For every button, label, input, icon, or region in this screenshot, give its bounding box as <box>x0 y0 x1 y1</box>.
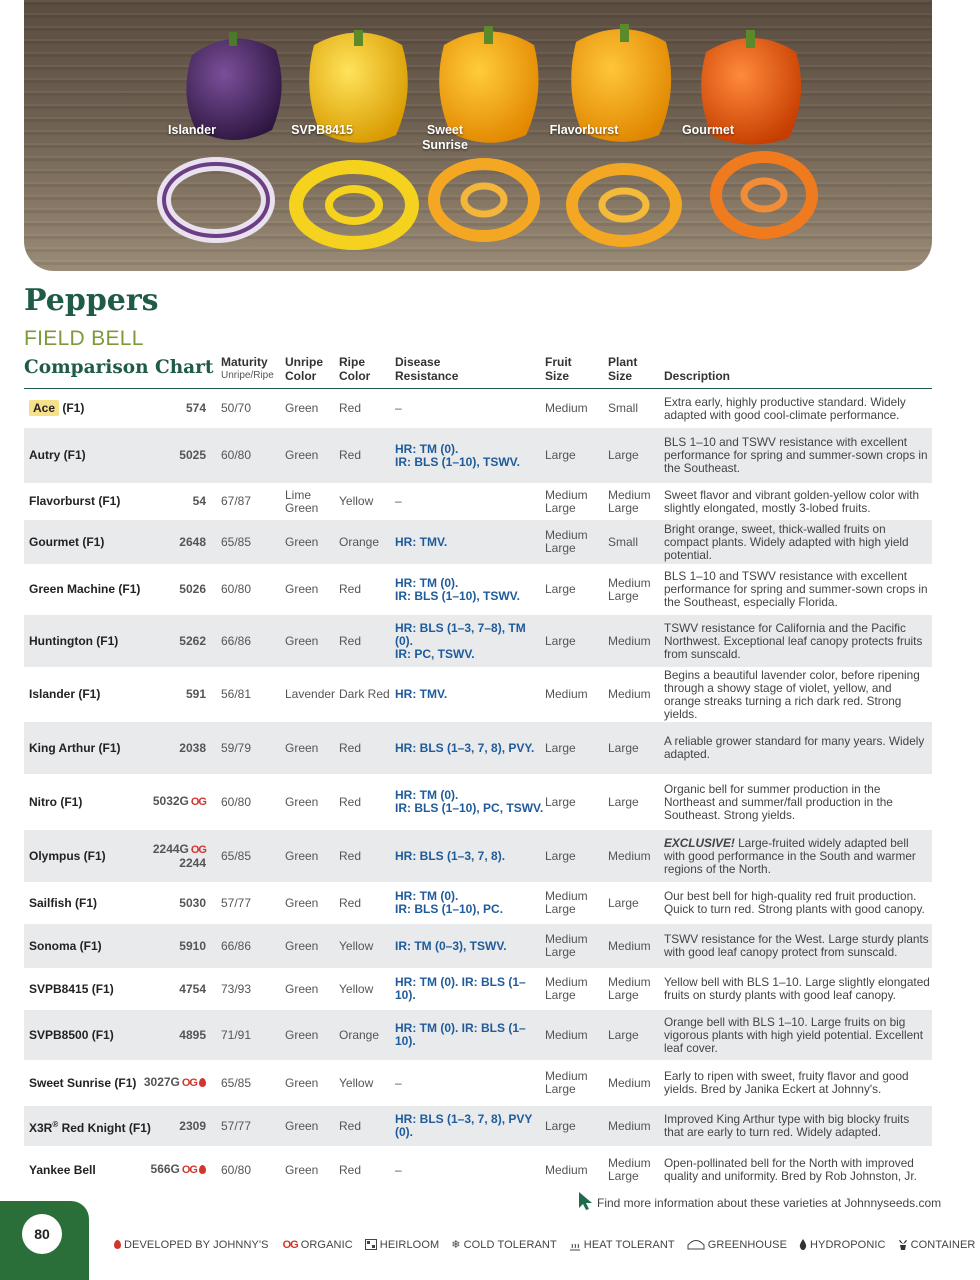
description-cell <box>664 520 930 564</box>
unripe-color-cell: Green <box>285 938 319 953</box>
item-number-cell <box>134 830 206 882</box>
legend-label: HEIRLOOM <box>379 1238 440 1251</box>
page-title: Peppers <box>24 283 159 318</box>
disease-resistance-cell: – <box>395 494 402 508</box>
hero-label-svpb8415: SVPB8415 <box>291 123 353 137</box>
description-cell <box>664 722 930 774</box>
col-header-description: Description <box>664 369 731 383</box>
variety-name-suffix: (F1) <box>59 401 85 415</box>
item-number-cell <box>134 615 206 667</box>
description-text: Early to ripen with sweet, fruity flavor and good yields. Bred by Janika Eckert at Johnny's. <box>664 1069 909 1096</box>
maturity-cell: 67/87 <box>221 494 252 508</box>
item-number-cell <box>134 924 206 968</box>
description-text: Yellow bell with BLS 1–10. Large slightly elongated fruits on sturdy plants with good leaf canopy. <box>664 975 930 1002</box>
description-text: TSWV resistance for the West. Large sturdy plants with good leaf canopy protect from sunscald. <box>664 932 929 959</box>
table-row <box>24 830 932 882</box>
fruit-size-cell: Large <box>545 794 576 809</box>
plant-size-cell: Medium <box>608 687 651 701</box>
description-text: TSWV resistance for California and the Pacific Northwest. Exceptional leaf canopy protects fruits from sunscald. <box>664 620 923 661</box>
description-text: Orange bell with BLS 1–10. Large fruits on big vigorous plants with high yield potential. Excellent leaf cover. <box>664 1014 924 1055</box>
item-number-secondary: 2244 <box>179 855 206 870</box>
organic-og-icon: OG <box>282 1238 298 1251</box>
description-cell <box>664 882 930 924</box>
ripe-color-cell: Red <box>339 794 362 809</box>
maturity-cell: 56/81 <box>221 687 252 701</box>
disease-resistance-cell: HR: TM (0). IR: BLS (1–10), TSWV. <box>395 575 520 603</box>
fruit-size-cell: Large <box>545 848 576 863</box>
fruit-size-cell: Medium Large <box>545 1069 588 1096</box>
exclusive-tag: EXCLUSIVE! <box>664 835 735 850</box>
fruit-size-cell: Medium <box>545 401 588 415</box>
organic-og-icon: OG <box>190 843 206 856</box>
ripe-color-cell: Yellow <box>339 494 374 508</box>
table-row <box>24 882 932 924</box>
ripe-color-cell: Dark Red <box>339 687 390 701</box>
maturity-cell: 65/85 <box>221 534 252 549</box>
chart-title: Comparison Chart <box>24 357 214 378</box>
variety-name: SVPB8415 (F1) <box>29 981 114 996</box>
legend-label: HYDROPONIC <box>810 1238 886 1251</box>
ripe-color-cell: Red <box>339 848 362 863</box>
unripe-color-cell: Green <box>285 794 319 809</box>
slice-flavorburst <box>572 169 676 241</box>
fruit-size-cell: Large <box>545 448 576 462</box>
ripe-color-cell: Red <box>339 1162 362 1177</box>
item-number: 574 <box>185 401 206 415</box>
hero-label-flavorburst: Flavorburst <box>549 123 619 137</box>
organic-og-icon: OG <box>181 1077 197 1089</box>
item-number: 5026 <box>179 582 206 596</box>
fruit-size-cell: Medium <box>545 1027 588 1042</box>
unripe-color-cell: Green <box>285 1075 319 1090</box>
item-number-cell <box>134 1106 206 1146</box>
table-row <box>24 968 932 1010</box>
icon-legend <box>112 1238 975 1251</box>
variety-name: Islander (F1) <box>29 687 101 701</box>
item-number-cell <box>134 1060 206 1106</box>
maturity-cell: 66/86 <box>221 633 252 648</box>
ripe-color-cell: Red <box>339 633 362 648</box>
fruit-size-cell: Large <box>545 582 576 596</box>
ripe-color-cell: Orange <box>339 1027 380 1042</box>
variety-name: Yankee Bell <box>29 1162 96 1177</box>
unripe-color-cell: Green <box>285 633 319 648</box>
item-number: 2244G <box>152 841 189 856</box>
item-number-line <box>179 1120 206 1133</box>
table-row <box>24 1146 932 1194</box>
plant-size-cell: Medium <box>608 1075 651 1090</box>
ripe-color-cell: Red <box>339 582 362 596</box>
unripe-color-cell: Green <box>285 848 319 863</box>
registered-mark: ® <box>52 1119 59 1129</box>
item-number-line <box>193 495 206 508</box>
description-cell <box>664 667 930 722</box>
description-cell <box>664 615 930 667</box>
ripe-color-cell: Yellow <box>339 938 374 953</box>
table-row <box>24 774 932 830</box>
item-number: 4895 <box>179 1027 206 1042</box>
item-number-cell <box>134 1010 206 1060</box>
table-row <box>24 924 932 968</box>
legend-item-greenhouse <box>687 1239 787 1251</box>
description-text: Large-fruited widely adapted bell with good performance in the South and warmer regions of the North. <box>664 835 916 876</box>
col-header-ripe-color: Ripe Color <box>339 355 371 383</box>
maturity-cell: 50/70 <box>221 401 252 415</box>
description-cell <box>664 924 930 968</box>
description-text: Extra early, highly productive standard. Widely adapted with good cool-climate performance. <box>664 394 906 422</box>
unripe-color-cell: Green <box>285 1027 319 1042</box>
table-row <box>24 483 932 520</box>
item-number: 5910 <box>179 938 206 953</box>
ripe-color-cell: Orange <box>339 534 380 549</box>
disease-resistance-cell: HR: BLS (1–3, 7–8), TM (0). IR: PC, TSWV. <box>395 620 526 661</box>
description-text: Organic bell for summer production in the Northeast and summer/fall production in the Southeast. Strong yields. <box>664 781 893 822</box>
plant-size-cell: Medium <box>608 938 651 953</box>
ripe-color-cell: Red <box>339 1118 362 1133</box>
disease-resistance-cell: – <box>395 1075 402 1090</box>
description-text: BLS 1–10 and TSWV resistance with excellent performance for spring and summer-sown crops in the Southeast. <box>664 435 928 475</box>
fruit-size-cell: Medium <box>545 1162 588 1177</box>
disease-resistance-cell: HR: TM (0). IR: BLS (1–10). <box>395 1021 526 1048</box>
description-text: Begins a beautiful lavender color, before ripening through a showy stage of violet, yellow, and orange streaks turning a rich dark red. Strong yields. <box>664 667 920 721</box>
ripe-color-cell: Red <box>339 401 362 415</box>
description-cell <box>664 1146 930 1194</box>
page-subtitle: FIELD BELL <box>24 327 144 350</box>
variety-name: Flavorburst (F1) <box>29 494 121 508</box>
item-number: 2309 <box>179 1118 206 1133</box>
hero-label-sweet-sunrise: Sweet Sunrise <box>422 123 468 152</box>
variety-name: Sailfish (F1) <box>29 895 98 910</box>
item-number-cell <box>134 564 206 615</box>
disease-resistance-cell: HR: TM (0). IR: BLS (1–10). <box>395 975 526 1002</box>
fruit-size-cell: Medium Large <box>545 932 588 959</box>
item-number-line <box>179 983 206 996</box>
maturity-cell: 65/85 <box>221 1075 252 1090</box>
maturity-cell: 60/80 <box>221 794 252 809</box>
maturity-cell: 73/93 <box>221 981 252 996</box>
unripe-color-cell: Green <box>285 534 319 549</box>
item-number: 5025 <box>179 448 206 462</box>
item-number: 2648 <box>179 534 206 549</box>
item-number-cell <box>134 882 206 924</box>
description-cell <box>664 774 930 830</box>
maturity-cell: 59/79 <box>221 740 252 755</box>
legend-label: HEAT TOLERANT <box>583 1238 675 1251</box>
ripe-color-cell: Yellow <box>339 1075 374 1090</box>
item-number-cell <box>134 774 206 830</box>
description-cell <box>664 830 930 882</box>
legend-item-heirloom <box>365 1239 439 1251</box>
description-cell <box>664 389 930 428</box>
maturity-cell: 57/77 <box>221 1118 252 1133</box>
variety-name: Sweet Sunrise (F1) <box>29 1075 137 1090</box>
plant-size-cell: Medium <box>608 633 651 648</box>
ripe-color-cell: Yellow <box>339 981 374 996</box>
plant-size-cell: Small <box>608 401 639 415</box>
plant-size-cell: Medium <box>608 848 651 863</box>
legend-label: ORGANIC <box>300 1238 353 1251</box>
container-icon <box>898 1239 908 1250</box>
unripe-color-cell: Green <box>285 981 319 996</box>
ripe-color-cell: Red <box>339 740 362 755</box>
maturity-cell: 60/80 <box>221 448 252 462</box>
description-text: Improved King Arthur type with big blocky fruits that are early to turn red. Widely adapted. <box>664 1112 910 1139</box>
johnnys-drop-icon <box>199 1078 206 1087</box>
variety-name: Huntington (F1) <box>29 633 119 648</box>
plant-size-cell: Medium Large <box>608 487 651 515</box>
item-number-line <box>179 1029 206 1042</box>
ripe-color-cell: Red <box>339 448 362 462</box>
legend-item-cold-tolerant <box>451 1238 557 1251</box>
unripe-color-cell: Green <box>285 895 319 910</box>
unripe-color-cell: Lime Green <box>285 487 319 515</box>
slice-gourmet <box>716 157 812 233</box>
slice-svpb8415 <box>296 167 412 243</box>
variety-name: Sonoma (F1) <box>29 938 102 953</box>
col-header-maturity-sub: Unripe/Ripe <box>221 370 274 381</box>
variety-name: SVPB8500 (F1) <box>29 1027 114 1042</box>
maturity-cell: 57/77 <box>221 895 252 910</box>
hero-photo <box>24 0 932 271</box>
heat-icon <box>569 1239 581 1251</box>
unripe-color-cell: Green <box>285 448 319 462</box>
fruit-size-cell: Medium Large <box>545 975 588 1002</box>
cursor-arrow-icon <box>578 1191 594 1211</box>
variety-name: Nitro (F1) <box>29 794 83 809</box>
disease-resistance-cell: HR: TM (0). IR: BLS (1–10), PC, TSWV. <box>395 788 544 815</box>
page-number: 80 <box>22 1214 62 1254</box>
description-text: Bright orange, sweet, thick-walled fruits on compact plants. Widely adapted with high yield potential. <box>664 521 909 562</box>
disease-resistance-cell: HR: BLS (1–3, 7, 8), PVY (0). <box>395 1112 533 1139</box>
col-header-maturity <box>221 355 274 383</box>
col-header-disease-resistance: Disease Resistance <box>395 355 459 383</box>
item-number-cell <box>134 483 206 520</box>
item-number: 5262 <box>179 633 206 648</box>
col-header-plant-size: Plant Size <box>608 355 638 383</box>
description-cell <box>664 1010 930 1060</box>
item-number: 566G <box>150 1162 180 1176</box>
item-number-line <box>179 742 206 755</box>
maturity-cell: 65/85 <box>221 848 252 863</box>
unripe-color-cell: Green <box>285 582 319 596</box>
description-cell <box>664 564 930 615</box>
table-row <box>24 428 932 483</box>
table-row <box>24 520 932 564</box>
fruit-size-cell: Medium Large <box>545 528 588 555</box>
disease-resistance-cell: – <box>395 1162 402 1177</box>
table-row <box>24 564 932 615</box>
disease-resistance-cell: HR: BLS (1–3, 7, 8), PVY. <box>395 740 535 755</box>
plant-size-cell: Large <box>608 1027 639 1042</box>
item-number-line <box>179 635 206 648</box>
table-row <box>24 1060 932 1106</box>
plant-size-cell: Medium Large <box>608 575 651 603</box>
item-number-line <box>186 688 206 701</box>
variety-name-suffix: Red Knight (F1) <box>58 1120 151 1135</box>
variety-name: X3R <box>29 1120 53 1135</box>
description-cell <box>664 1106 930 1146</box>
slice-islander <box>164 164 268 236</box>
description-text: A reliable grower standard for many years. Widely adapted. <box>664 734 925 761</box>
plant-size-cell: Large <box>608 740 639 755</box>
variety-name: Autry (F1) <box>29 448 86 462</box>
fruit-size-cell: Medium Large <box>545 487 588 515</box>
item-number-line <box>179 583 206 596</box>
legend-label: CONTAINER <box>910 1238 976 1251</box>
unripe-color-cell: Green <box>285 740 319 755</box>
table-row <box>24 389 932 428</box>
fruit-size-cell: Large <box>545 633 576 648</box>
disease-resistance-cell: HR: TM (0). IR: BLS (1–10), TSWV. <box>395 441 520 469</box>
disease-resistance-cell: HR: TMV. <box>395 534 448 549</box>
description-cell <box>664 483 930 520</box>
variety-name: Green Machine (F1) <box>29 582 141 596</box>
disease-resistance-cell: – <box>395 401 402 415</box>
unripe-color-cell: Green <box>285 1162 319 1177</box>
hydroponic-drop-icon <box>799 1239 807 1250</box>
legend-item-container <box>898 1239 976 1251</box>
description-text: Sweet flavor and vibrant golden-yellow color with slightly elongated, mostly 3-lobed fruits. <box>664 487 920 515</box>
description-cell <box>664 428 930 483</box>
item-number-cell <box>134 520 206 564</box>
item-number-line <box>151 1163 206 1177</box>
plant-size-cell: Small <box>608 534 639 549</box>
col-header-unripe-color: Unripe Color <box>285 355 324 383</box>
table-row <box>24 1010 932 1060</box>
heirloom-icon <box>365 1239 377 1250</box>
plant-size-cell: Medium <box>608 1118 651 1133</box>
unripe-color-cell: Green <box>285 401 319 415</box>
plant-size-cell: Large <box>608 794 639 809</box>
variety-name: Olympus (F1) <box>29 848 106 863</box>
maturity-cell: 71/91 <box>221 1027 252 1042</box>
item-number-cell <box>134 428 206 483</box>
plant-size-cell: Medium Large <box>608 975 651 1002</box>
fruit-size-cell: Large <box>545 1118 576 1133</box>
col-header-maturity-label: Maturity <box>221 355 268 369</box>
fruit-size-cell: Large <box>545 740 576 755</box>
item-number-line <box>186 402 206 415</box>
variety-name: Gourmet (F1) <box>29 534 105 549</box>
unripe-color-cell: Green <box>285 1118 319 1133</box>
organic-og-icon: OG <box>190 796 206 808</box>
legend-item-heat-tolerant <box>569 1239 675 1251</box>
item-number-line <box>153 843 206 857</box>
plant-size-cell: Medium Large <box>608 1156 651 1183</box>
maturity-cell: 66/86 <box>221 938 252 953</box>
johnnys-drop-icon <box>199 1165 206 1174</box>
maturity-cell: 60/80 <box>221 582 252 596</box>
table-row <box>24 667 932 722</box>
item-number-cell <box>134 1146 206 1194</box>
item-number: 4754 <box>179 981 206 996</box>
item-number: 3027G <box>143 1075 180 1089</box>
greenhouse-icon <box>687 1239 705 1250</box>
item-number-cell <box>134 968 206 1010</box>
item-number-cell <box>134 389 206 428</box>
col-header-fruit-size: Fruit Size <box>545 355 572 383</box>
legend-label: DEVELOPED BY JOHNNY'S <box>124 1238 269 1251</box>
variety-name-highlight: Ace <box>29 400 59 416</box>
fruit-size-cell: Medium <box>545 687 588 701</box>
disease-resistance-cell: IR: TM (0–3), TSWV. <box>395 938 507 953</box>
item-number-line <box>179 940 206 953</box>
hero-label-islander: Islander <box>168 123 216 137</box>
item-number: 591 <box>185 687 206 701</box>
fruit-size-cell: Medium Large <box>545 889 588 916</box>
item-number: 5032G <box>152 794 189 808</box>
description-text: BLS 1–10 and TSWV resistance with excellent performance for spring and summer-sown crops in the Southeast, especially Florida. <box>664 569 928 609</box>
description-cell <box>664 968 930 1010</box>
disease-resistance-cell: HR: TM (0). IR: BLS (1–10), PC. <box>395 889 504 916</box>
organic-og-icon: OG <box>181 1164 197 1176</box>
item-number-line <box>179 897 206 910</box>
snowflake-icon: ❄ <box>451 1239 461 1251</box>
ripe-color-cell: Red <box>339 895 362 910</box>
item-number-line <box>179 536 206 549</box>
item-number: 5030 <box>179 895 206 910</box>
legend-item-johnnys <box>112 1239 269 1251</box>
find-more-link[interactable]: Find more information about these varieties at Johnnyseeds.com <box>597 1196 942 1210</box>
table-row <box>24 615 932 667</box>
table-row <box>24 1106 932 1146</box>
legend-item-organic <box>281 1239 353 1251</box>
description-cell <box>664 1060 930 1106</box>
disease-resistance-cell: HR: TMV. <box>395 687 448 701</box>
item-number-cell <box>134 667 206 722</box>
item-number-line <box>144 1076 206 1090</box>
legend-label: COLD TOLERANT <box>463 1238 557 1251</box>
hero-label-gourmet: Gourmet <box>681 123 735 137</box>
item-number: 2038 <box>179 740 206 755</box>
plant-size-cell: Large <box>608 895 639 910</box>
description-text: Our best bell for high-quality red fruit production. Quick to turn red. Strong plants with good canopy. <box>664 889 925 916</box>
slice-sweet-sunrise <box>434 164 534 236</box>
unripe-color-cell: Lavender <box>285 687 336 701</box>
disease-resistance-cell: HR: BLS (1–3, 7, 8). <box>395 848 506 863</box>
variety-name: King Arthur (F1) <box>29 740 121 755</box>
plant-size-cell: Large <box>608 448 639 462</box>
item-number-line <box>179 449 206 462</box>
johnnys-drop-icon <box>114 1240 121 1249</box>
maturity-cell: 60/80 <box>221 1162 252 1177</box>
description-text: Open-pollinated bell for the North with improved quality and uniformity. Bred by Rob Johnston, Jr. <box>664 1156 917 1183</box>
item-number-cell <box>134 722 206 774</box>
item-number: 54 <box>192 494 206 508</box>
legend-item-hydroponic <box>799 1239 886 1251</box>
item-number-line <box>153 795 206 809</box>
table-row <box>24 722 932 774</box>
legend-label: GREENHOUSE <box>707 1238 788 1251</box>
